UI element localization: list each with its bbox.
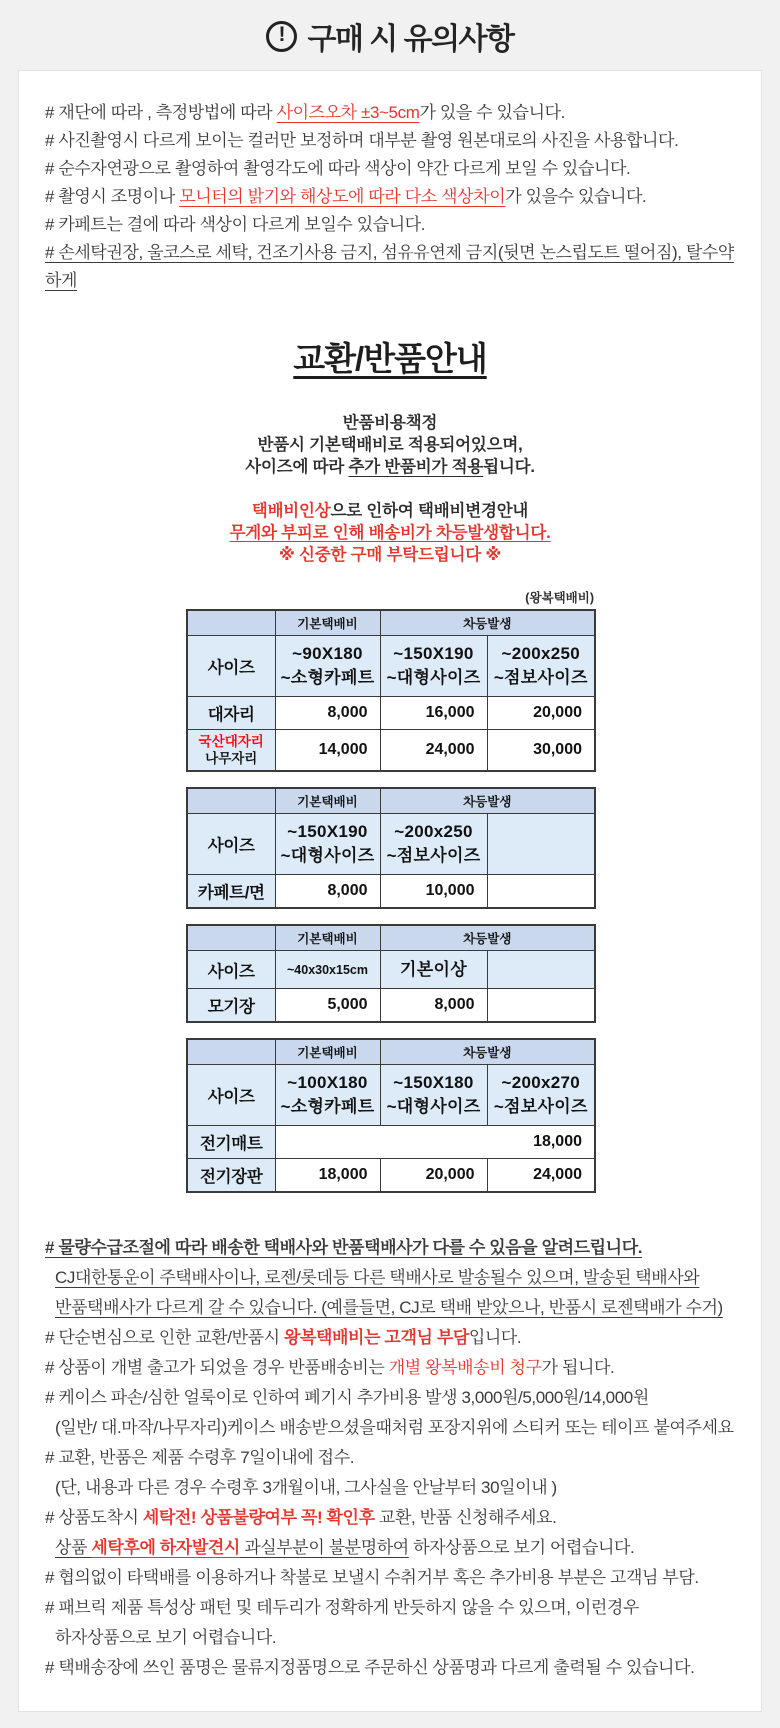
row-label: 카페트/면 bbox=[187, 875, 275, 909]
size-line: ~40x30x15cm bbox=[287, 963, 368, 977]
price-cell-merged: 18,000 bbox=[275, 1126, 595, 1159]
size-line: ~대형사이즈 bbox=[386, 1097, 481, 1116]
notice-text: # 재단에 따라 , 측정방법에 따라 bbox=[45, 103, 277, 122]
size-line: ~대형사이즈 bbox=[386, 668, 481, 687]
notice-line: (일반/ 대.마작/나무자리)케이스 배송받으셨을때처럼 포장지위에 스티커 또는 테이프 붙여주세요 bbox=[55, 1418, 734, 1437]
notice-text: # 상품도착시 bbox=[45, 1508, 143, 1527]
notice-text: 입니다. bbox=[468, 1328, 522, 1347]
notice-line bbox=[45, 1353, 735, 1383]
size-cell bbox=[487, 1065, 595, 1126]
row-label: 대자리 bbox=[187, 697, 275, 730]
table-corner-cell bbox=[187, 788, 275, 814]
shipping-table-electric bbox=[186, 1038, 594, 1193]
row-label: 전기매트 bbox=[187, 1126, 275, 1159]
row-label-red: 국산대자리 bbox=[198, 734, 264, 749]
price-cell: 20,000 bbox=[487, 697, 595, 730]
table-header-basic: 기본택배비 bbox=[275, 925, 380, 951]
return-cost-text: 됩니다. bbox=[483, 458, 535, 476]
notice-line-washing: # 손세탁권장, 울코스로 세탁, 건조기사용 금지, 섬유유연제 금지(뒷면 논스립도트 떨어짐), 탈수약하게 bbox=[45, 243, 734, 290]
notice-line: (단, 내용과 다른 경우 수령후 3개월이내, 그사실을 안날부터 30일이내 ) bbox=[55, 1478, 557, 1497]
size-row-label: 사이즈 bbox=[187, 1065, 275, 1126]
table-row bbox=[187, 697, 595, 730]
return-cost-line: 반품비용책정 bbox=[342, 414, 438, 432]
notice-line: # 택배송장에 쓰인 품명은 물류지정품명으로 주문하신 상품명과 다르게 출력될 수 있습니다. bbox=[45, 1658, 695, 1677]
size-line: ~200x270 bbox=[501, 1073, 580, 1092]
notice-line bbox=[45, 99, 735, 127]
shipping-table-mats bbox=[186, 609, 594, 772]
page-title: 구매 시 유의사항 bbox=[307, 23, 514, 56]
empty-cell bbox=[487, 989, 595, 1023]
notice-line: # 케이스 파손/심한 얼룩이로 인하여 폐기시 추가비용 발생 3,000원/5,000원/14,000원 bbox=[45, 1388, 649, 1407]
price-cell: 14,000 bbox=[275, 730, 380, 772]
price-cell: 5,000 bbox=[275, 989, 380, 1023]
size-cell-empty bbox=[487, 814, 595, 875]
notice-line bbox=[45, 1503, 735, 1533]
notice-line bbox=[45, 1323, 735, 1353]
size-row-label: 사이즈 bbox=[187, 636, 275, 697]
return-notice-list bbox=[45, 1233, 735, 1683]
notice-line: # 패브릭 제품 특성상 패턴 및 테두리가 정확하게 반듯하지 않을 수 있으며, 이런경우 bbox=[45, 1598, 639, 1617]
fee-raise-line bbox=[45, 500, 735, 522]
size-cell bbox=[380, 814, 487, 875]
exclamation-glyph: ! bbox=[278, 23, 286, 46]
size-line: ~150X190 bbox=[287, 822, 368, 841]
notice-line bbox=[45, 1533, 735, 1563]
size-line: ~90X180 bbox=[292, 644, 363, 663]
notice-highlight: 개별 왕복배송비 청구 bbox=[388, 1358, 542, 1377]
size-line: ~소형카페트 bbox=[280, 1097, 375, 1116]
notice-highlight: 사이즈오차 ±3~5cm bbox=[276, 103, 420, 122]
notice-line: # 사진촬영시 다르게 보이는 컬러만 보정하며 대부분 촬영 원본대로의 사진을 사용합니다. bbox=[45, 131, 679, 150]
table-corner-cell bbox=[187, 610, 275, 636]
careful-purchase-line: ※ 신중한 구매 부탁드립니다 ※ bbox=[278, 546, 502, 564]
exchange-return-title: 교환/반품안내 bbox=[293, 340, 487, 377]
size-row-label: 사이즈 bbox=[187, 814, 275, 875]
notice-text: 가 있을 수 있습니다. bbox=[419, 103, 565, 122]
fee-raise-text: 으로 인하여 택배비변경안내 bbox=[330, 502, 529, 520]
notice-line: # 협의없이 타택배를 이용하거나 착불로 보낼시 수취거부 혹은 추가비용 부분은 고객님 부담. bbox=[45, 1568, 699, 1587]
shipping-fee-notice-block bbox=[45, 500, 735, 566]
fee-weight-line: 무게와 부피로 인해 배송비가 차등발생합니다. bbox=[229, 524, 551, 542]
price-cell: 20,000 bbox=[380, 1159, 487, 1193]
price-cell: 8,000 bbox=[275, 697, 380, 730]
notice-line-courier: # 물량수급조절에 따라 배송한 택배사와 반품택배사가 다를 수 있음을 알려드립니다. bbox=[45, 1238, 643, 1257]
table-header-basic: 기본택배비 bbox=[275, 1039, 380, 1065]
price-cell: 10,000 bbox=[380, 875, 487, 909]
notice-text: 가 있을수 있습니다. bbox=[505, 187, 647, 206]
price-cell: 16,000 bbox=[380, 697, 487, 730]
size-cell bbox=[487, 636, 595, 697]
notice-text: # 촬영시 조명이나 bbox=[45, 187, 180, 206]
table-header-basic: 기본택배비 bbox=[275, 610, 380, 636]
round-trip-fee-label: (왕복택배비) bbox=[525, 591, 594, 605]
notice-text: 가 됩니다. bbox=[541, 1358, 615, 1377]
notice-line: # 순수자연광으로 촬영하여 촬영각도에 따라 색상이 약간 다르게 보일 수 있습니다. bbox=[45, 159, 631, 178]
return-cost-line: 반품시 기본택배비로 적용되어있으며, bbox=[257, 436, 523, 454]
return-cost-block bbox=[45, 412, 735, 478]
size-cell bbox=[380, 1065, 487, 1126]
notice-text: 교환, 반품 신청해주세요. bbox=[374, 1508, 557, 1527]
table-row bbox=[187, 989, 595, 1023]
shipping-table-carpet bbox=[186, 787, 594, 909]
notice-highlight: 왕복택배비는 고객님 부담 bbox=[283, 1328, 469, 1347]
table-row bbox=[187, 1126, 595, 1159]
notice-highlight: 세탁전! 상품불량여부 꼭! 확인후 bbox=[142, 1508, 375, 1527]
row-label: 모기장 bbox=[187, 989, 275, 1023]
notice-line bbox=[45, 183, 735, 211]
size-cell bbox=[275, 951, 380, 989]
size-line: ~200x250 bbox=[501, 644, 580, 663]
size-line: ~점보사이즈 bbox=[493, 1097, 588, 1116]
price-cell: 24,000 bbox=[380, 730, 487, 772]
page-header bbox=[0, 0, 780, 70]
return-cost-text: 사이즈에 따라 bbox=[245, 458, 349, 476]
row-label-sub: 나무자리 bbox=[205, 751, 258, 766]
return-cost-underline: 추가 반품비가 적용 bbox=[348, 458, 484, 476]
size-line: ~150X190 bbox=[393, 644, 474, 663]
notice-text: # 상품이 개별 출고가 되었을 경우 반품배송비는 bbox=[45, 1358, 389, 1377]
size-cell-empty bbox=[487, 951, 595, 989]
size-row-label: 사이즈 bbox=[187, 951, 275, 989]
table-header-extra: 차등발생 bbox=[380, 610, 595, 636]
size-cell bbox=[275, 1065, 380, 1126]
notice-line: # 카페트는 결에 따라 색상이 다르게 보일수 있습니다. bbox=[45, 215, 426, 234]
price-cell: 30,000 bbox=[487, 730, 595, 772]
row-label: 전기장판 bbox=[187, 1159, 275, 1193]
notice-text: 상품 bbox=[55, 1538, 92, 1557]
empty-cell bbox=[487, 875, 595, 909]
return-cost-line bbox=[45, 456, 735, 478]
purchase-notice-list bbox=[45, 99, 735, 295]
notice-highlight: 모니터의 밝기와 해상도에 따라 다소 색상차이 bbox=[179, 187, 506, 206]
size-line: ~점보사이즈 bbox=[386, 846, 481, 865]
notice-line: 하자상품으로 보기 어렵습니다. bbox=[55, 1628, 277, 1647]
table-corner-cell bbox=[187, 925, 275, 951]
notice-highlight: 세탁후에 하자발견시 bbox=[91, 1538, 240, 1557]
table-row bbox=[187, 1159, 595, 1193]
table-row bbox=[187, 875, 595, 909]
table-header-extra: 차등발생 bbox=[380, 925, 595, 951]
size-line: ~점보사이즈 bbox=[493, 668, 588, 687]
shipping-table-mosquito-net bbox=[186, 924, 594, 1023]
price-cell: 18,000 bbox=[275, 1159, 380, 1193]
size-cell bbox=[380, 951, 487, 989]
size-cell bbox=[380, 636, 487, 697]
size-line: ~대형사이즈 bbox=[280, 846, 375, 865]
notice-line: # 교환, 반품은 제품 수령후 7일이내에 접수. bbox=[45, 1448, 355, 1467]
notice-text: 과실부분이 불분명하여 bbox=[239, 1538, 409, 1557]
table-corner-cell bbox=[187, 1039, 275, 1065]
fee-raise-highlight: 택배비인상 bbox=[251, 502, 331, 520]
table-row bbox=[187, 730, 595, 772]
price-cell: 24,000 bbox=[487, 1159, 595, 1193]
size-line: ~150X180 bbox=[393, 1073, 474, 1092]
notice-line: 반품택배사가 다르게 갈 수 있습니다. (예를들면, CJ로 택배 받았으나, 반품시 로젠택배가 수거) bbox=[55, 1298, 723, 1317]
notice-line: CJ대한통운이 주택배사이나, 로젠/롯데등 다른 택배사로 발송될수 있으며, 발송된 택배사와 bbox=[55, 1268, 700, 1287]
size-line: ~200x250 bbox=[394, 822, 473, 841]
notice-text: 하자상품으로 보기 어렵습니다. bbox=[408, 1538, 635, 1557]
price-cell: 8,000 bbox=[275, 875, 380, 909]
size-cell bbox=[275, 636, 380, 697]
row-label bbox=[187, 730, 275, 772]
size-line: ~소형카페트 bbox=[280, 668, 375, 687]
notice-text: # 단순변심으로 인한 교환/반품시 bbox=[45, 1328, 284, 1347]
size-line: 기본이상 bbox=[400, 959, 467, 979]
table-header-extra: 차등발생 bbox=[380, 788, 595, 814]
exclamation-circle-icon bbox=[266, 21, 297, 52]
table-header-basic: 기본택배비 bbox=[275, 788, 380, 814]
table-header-extra: 차등발생 bbox=[380, 1039, 595, 1065]
size-line: ~100X180 bbox=[287, 1073, 368, 1092]
size-cell bbox=[275, 814, 380, 875]
price-cell: 8,000 bbox=[380, 989, 487, 1023]
notice-card bbox=[18, 70, 762, 1712]
